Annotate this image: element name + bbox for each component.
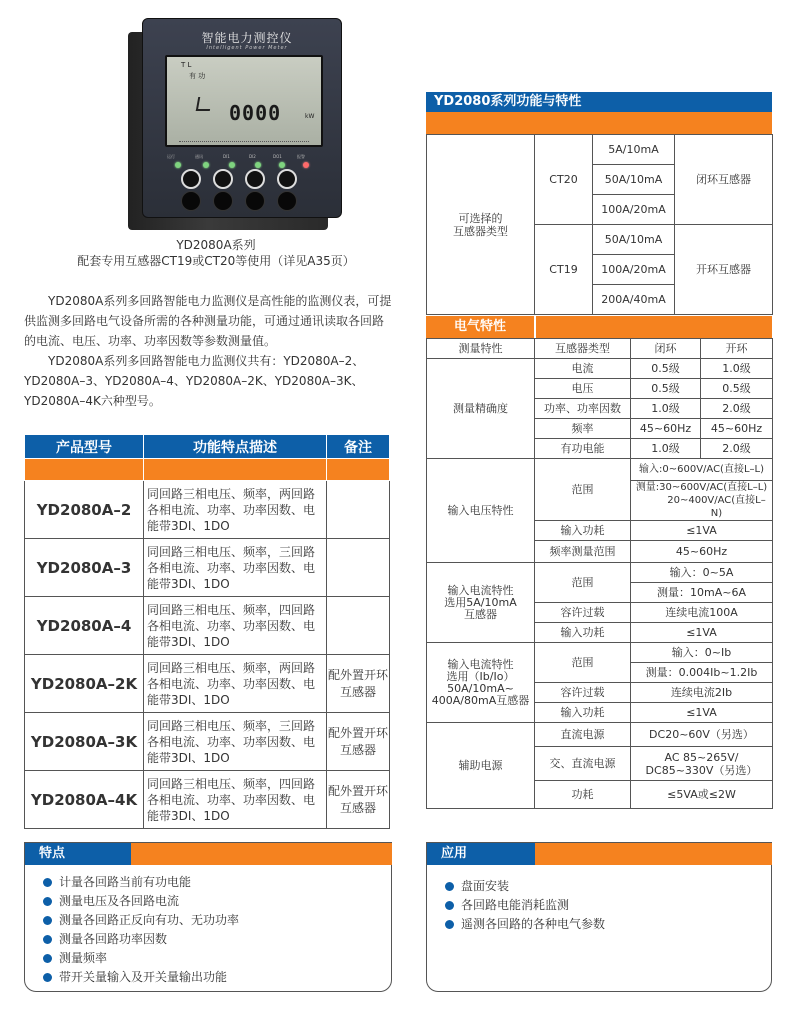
device-caption-line2: 配套专用互感器CT19或CT20等使用（详见A35页） bbox=[77, 254, 355, 268]
led-label: DI1 bbox=[223, 154, 230, 159]
list-item: 测量频率 bbox=[43, 949, 239, 968]
spec-orange-band bbox=[426, 112, 772, 134]
device-lcd bbox=[165, 55, 323, 147]
currentib-range-measure: 测量：0.004Ib~1.2Ib bbox=[631, 663, 773, 683]
current5a-power-name: 输入功耗 bbox=[535, 623, 631, 643]
head-ct-type: 互感器类型 bbox=[535, 339, 631, 359]
features-box bbox=[24, 842, 392, 992]
aux-dc: DC20~60V（另选） bbox=[631, 723, 773, 747]
features-header-band bbox=[131, 843, 392, 865]
led-label: 报警 bbox=[297, 154, 305, 159]
device-button-cap bbox=[213, 191, 233, 211]
table-row bbox=[25, 481, 390, 539]
device-control-panel bbox=[165, 153, 323, 213]
note-cell: 配外置开环互感器 bbox=[327, 713, 390, 771]
list-item: 计量各回路当前有功电能 bbox=[43, 873, 239, 892]
accuracy-open: 0.5级 bbox=[701, 379, 773, 399]
header-model: 产品型号 bbox=[25, 435, 144, 459]
product-table-orange-band bbox=[25, 459, 390, 481]
voltage-range-measure-1: 测量:30~600V/AC(直接L–L) bbox=[635, 482, 768, 493]
features-title: 特点 bbox=[25, 843, 131, 865]
list-item: 盘面安装 bbox=[445, 877, 605, 896]
model-cell: YD2080A–3 bbox=[25, 539, 144, 597]
head-closed: 闭环 bbox=[631, 339, 701, 359]
voltage-power-name: 输入功耗 bbox=[535, 521, 631, 541]
table-row bbox=[25, 655, 390, 713]
table-row bbox=[427, 135, 773, 165]
ct20-type: 闭环互感器 bbox=[675, 135, 773, 225]
currentib-over: 连续电流2Ib bbox=[631, 683, 773, 703]
accuracy-label: 测量精确度 bbox=[427, 359, 535, 459]
aux-acdc-2: DC85~330V（另选） bbox=[645, 763, 758, 777]
electrical-header-band bbox=[534, 316, 772, 338]
device-button-icon bbox=[277, 169, 297, 189]
lcd-mode: 有 功 bbox=[189, 72, 206, 80]
voltage-power: ≤1VA bbox=[631, 521, 773, 541]
intro-paragraph-1: YD2080A系列多回路智能电力监测仪是高性能的监测仪表，可提供监测多回路电气设备所需的各种测量功能，可通过通讯读取各回路的电流、电压、功率、功率因数等参数测量值。 bbox=[24, 294, 392, 348]
ct-type-label: 可选择的 互感器类型 bbox=[427, 135, 535, 315]
electrical-title: 电气特性 bbox=[426, 316, 534, 338]
current5a-range-input: 输入：0~5A bbox=[631, 563, 773, 583]
table-row bbox=[427, 459, 773, 481]
voltage-range-name: 范围 bbox=[535, 459, 631, 521]
note-cell: 配外置开环互感器 bbox=[327, 655, 390, 713]
accuracy-open: 45~60Hz bbox=[701, 419, 773, 439]
accuracy-closed: 0.5级 bbox=[631, 379, 701, 399]
product-table-header bbox=[25, 435, 390, 459]
table-row bbox=[25, 771, 390, 829]
device-caption-line1: YD2080A系列 bbox=[176, 238, 256, 252]
currentib-over-name: 容许过载 bbox=[535, 683, 631, 703]
aux-power-name: 功耗 bbox=[535, 781, 631, 809]
desc-cell: 同回路三相电压、频率，两回路各相电流、功率、功率因数、电能带3DI、1DO bbox=[144, 481, 327, 539]
led-label: DI2 bbox=[249, 154, 256, 159]
device-button-row bbox=[165, 169, 323, 213]
accuracy-open: 2.0级 bbox=[701, 439, 773, 459]
aux-dc-name: 直流电源 bbox=[535, 723, 631, 747]
led-icon bbox=[203, 162, 209, 168]
current5a-label: 输入电流特性 选用5A/10mA 互感器 bbox=[427, 563, 535, 643]
currentib-label: 输入电流特性 选用（Ib/Io） 50A/10mA~ 400A/80mA互感器 bbox=[427, 643, 535, 723]
accuracy-open: 1.0级 bbox=[701, 359, 773, 379]
current5a-range-measure: 测量：10mA~6A bbox=[631, 583, 773, 603]
device-title: 智能电力测控仪 bbox=[201, 31, 293, 45]
led-label: 运行 bbox=[167, 154, 175, 159]
voltage-freq: 45~60Hz bbox=[631, 541, 773, 563]
table-row bbox=[427, 643, 773, 663]
device-front-panel bbox=[142, 18, 342, 218]
intro-text bbox=[24, 291, 394, 411]
device-button-cap bbox=[277, 191, 297, 211]
product-table bbox=[24, 434, 390, 829]
led-icon bbox=[175, 162, 181, 168]
applications-title: 应用 bbox=[427, 843, 535, 865]
table-row bbox=[427, 563, 773, 583]
ct-rating: 50A/10mA bbox=[593, 165, 675, 195]
led-icon bbox=[229, 162, 235, 168]
note-cell bbox=[327, 481, 390, 539]
device-subtitle: Intelligent Power Meter bbox=[206, 45, 288, 51]
desc-cell: 同回路三相电压、频率，三回路各相电流、功率、功率因数、电能带3DI、1DO bbox=[144, 713, 327, 771]
applications-box bbox=[426, 842, 772, 992]
accuracy-name: 有功电能 bbox=[535, 439, 631, 459]
head-measure: 测量特性 bbox=[427, 339, 535, 359]
header-note: 备注 bbox=[327, 435, 390, 459]
accuracy-name: 电压 bbox=[535, 379, 631, 399]
header-desc: 功能特点描述 bbox=[144, 435, 327, 459]
table-row bbox=[427, 723, 773, 747]
features-list bbox=[43, 873, 239, 987]
aux-acdc-name: 交、直流电源 bbox=[535, 747, 631, 781]
model-cell: YD2080A–4K bbox=[25, 771, 144, 829]
table-row bbox=[25, 713, 390, 771]
model-cell: YD2080A–2 bbox=[25, 481, 144, 539]
led-icon bbox=[255, 162, 261, 168]
model-cell: YD2080A–2K bbox=[25, 655, 144, 713]
list-item: 各回路电能消耗监测 bbox=[445, 896, 605, 915]
table-row bbox=[25, 539, 390, 597]
list-item: 遥测各回路的各种电气参数 bbox=[445, 915, 605, 934]
lcd-value: 0000 bbox=[229, 101, 282, 125]
led-row bbox=[165, 155, 323, 169]
desc-cell: 同回路三相电压、频率，两回路各相电流、功率、功率因数、电能带3DI、1DO bbox=[144, 655, 327, 713]
list-item: 带开关量输入及开关量输出功能 bbox=[43, 968, 239, 987]
model-cell: YD2080A–3K bbox=[25, 713, 144, 771]
led-label: 通讯 bbox=[195, 154, 203, 159]
current5a-over: 连续电流100A bbox=[631, 603, 773, 623]
accuracy-closed: 45~60Hz bbox=[631, 419, 701, 439]
electrical-header bbox=[426, 316, 772, 338]
currentib-range-input: 输入：0~Ib bbox=[631, 643, 773, 663]
ct-rating: 100A/20mA bbox=[593, 255, 675, 285]
device-button-cap bbox=[181, 191, 201, 211]
ct-rating: 200A/40mA bbox=[593, 285, 675, 315]
aux-label: 辅助电源 bbox=[427, 723, 535, 809]
desc-cell: 同回路三相电压、频率，三回路各相电流、功率、功率因数、电能带3DI、1DO bbox=[144, 539, 327, 597]
ct19-name: CT19 bbox=[535, 225, 593, 315]
note-cell bbox=[327, 597, 390, 655]
device-button-icon bbox=[245, 169, 265, 189]
accuracy-name: 频率 bbox=[535, 419, 631, 439]
model-cell: YD2080A–4 bbox=[25, 597, 144, 655]
aux-acdc bbox=[631, 747, 773, 781]
list-item: 测量各回路正反向有功、无功功率 bbox=[43, 911, 239, 930]
currentib-power-name: 输入功耗 bbox=[535, 703, 631, 723]
table-row bbox=[427, 359, 773, 379]
current5a-range-name: 范围 bbox=[535, 563, 631, 603]
accuracy-closed: 1.0级 bbox=[631, 399, 701, 419]
table-row bbox=[25, 597, 390, 655]
aux-acdc-1: AC 85~265V/ bbox=[664, 750, 739, 764]
ct-rating: 100A/20mA bbox=[593, 195, 675, 225]
alarm-led-icon bbox=[303, 162, 309, 168]
lcd-dots bbox=[179, 141, 309, 143]
desc-cell: 同回路三相电压、频率，四回路各相电流、功率、功率因数、电能带3DI、1DO bbox=[144, 597, 327, 655]
note-cell: 配外置开环互感器 bbox=[327, 771, 390, 829]
led-icon bbox=[279, 162, 285, 168]
accuracy-closed: 1.0级 bbox=[631, 439, 701, 459]
lcd-wedge-icon bbox=[196, 97, 212, 111]
list-item: 测量各回路功率因数 bbox=[43, 930, 239, 949]
device-button-cap bbox=[245, 191, 265, 211]
head-open: 开环 bbox=[701, 339, 773, 359]
led-label: DO1 bbox=[273, 154, 282, 159]
voltage-range-measure bbox=[631, 481, 773, 521]
applications-list bbox=[445, 877, 605, 934]
currentib-power: ≤1VA bbox=[631, 703, 773, 723]
ct19-type: 开环互感器 bbox=[675, 225, 773, 315]
electrical-table bbox=[426, 338, 773, 809]
device-button-icon bbox=[181, 169, 201, 189]
lcd-indicator: T L bbox=[181, 61, 192, 69]
ct-type-table bbox=[426, 134, 773, 315]
aux-power: ≤5VA或≤2W bbox=[631, 781, 773, 809]
current5a-power: ≤1VA bbox=[631, 623, 773, 643]
lcd-unit: kW bbox=[305, 113, 315, 120]
desc-cell: 同回路三相电压、频率，四回路各相电流、功率、功率因数、电能带3DI、1DO bbox=[144, 771, 327, 829]
ct-rating: 5A/10mA bbox=[593, 135, 675, 165]
accuracy-closed: 0.5级 bbox=[631, 359, 701, 379]
currentib-range-name: 范围 bbox=[535, 643, 631, 683]
voltage-label: 输入电压特性 bbox=[427, 459, 535, 563]
applications-header-band bbox=[535, 843, 772, 865]
intro-paragraph-2: YD2080A系列多回路智能电力监测仪共有：YD2080A–2、YD2080A–3、YD2080A–4、YD2080A–2K、YD2080A–3K、YD2080A–4K六种型号。 bbox=[24, 354, 365, 408]
voltage-range-input: 输入:0~600V/AC(直接L–L) bbox=[631, 459, 773, 481]
spec-title: YD2080系列功能与特性 bbox=[426, 92, 772, 112]
note-cell bbox=[327, 539, 390, 597]
voltage-range-measure-2: 20~400V/AC(直接L–N) bbox=[667, 495, 766, 519]
device-image bbox=[128, 18, 342, 230]
accuracy-open: 2.0级 bbox=[701, 399, 773, 419]
accuracy-name: 功率、功率因数 bbox=[535, 399, 631, 419]
accuracy-name: 电流 bbox=[535, 359, 631, 379]
current5a-over-name: 容许过载 bbox=[535, 603, 631, 623]
voltage-freq-name: 频率测量范围 bbox=[535, 541, 631, 563]
ct-rating: 50A/10mA bbox=[593, 225, 675, 255]
list-item: 测量电压及各回路电流 bbox=[43, 892, 239, 911]
table-row bbox=[427, 339, 773, 359]
ct20-name: CT20 bbox=[535, 135, 593, 225]
device-button-icon bbox=[213, 169, 233, 189]
